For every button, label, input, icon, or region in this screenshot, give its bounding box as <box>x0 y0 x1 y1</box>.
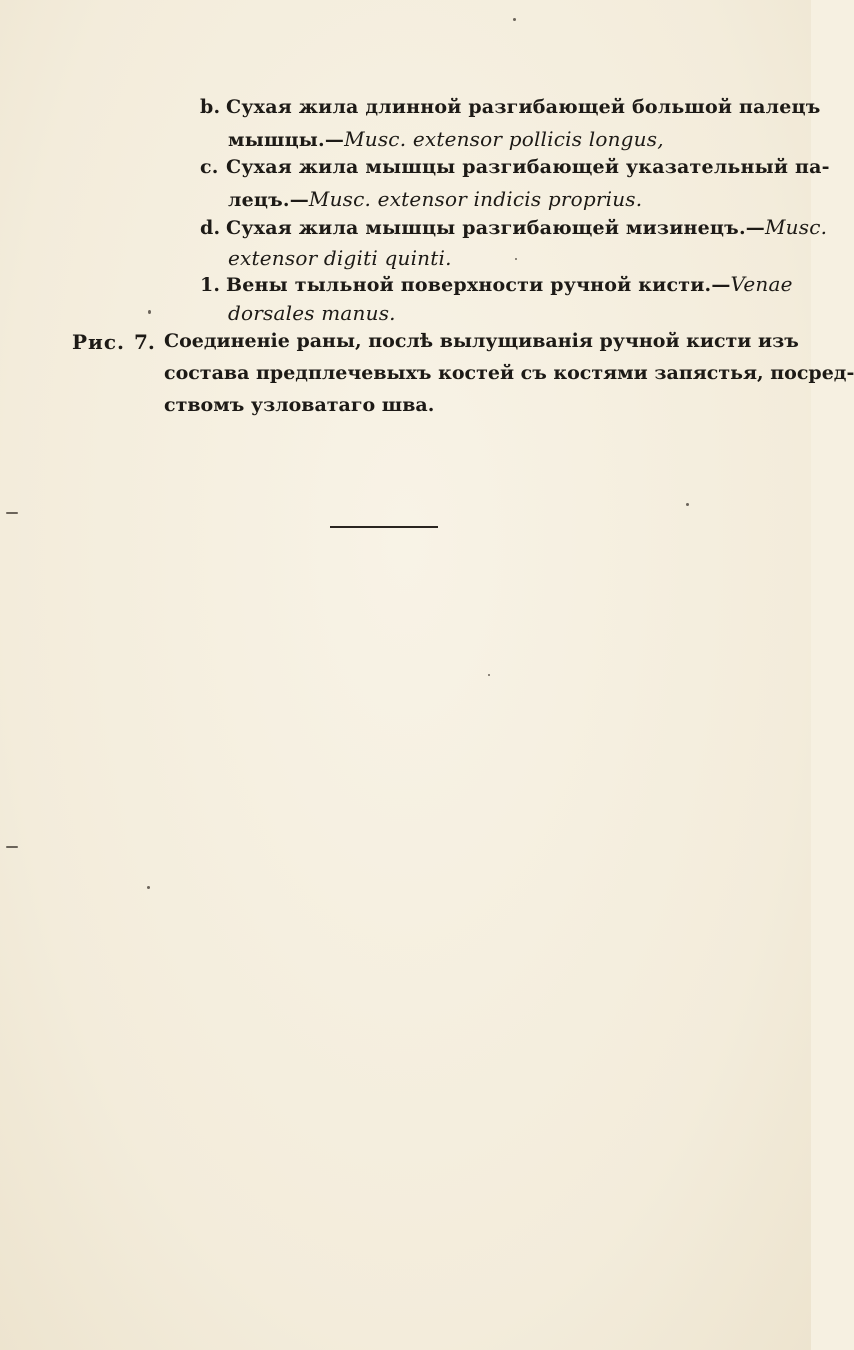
latin-term: Musc. extensor indicis proprius. <box>308 187 643 211</box>
legend-item-c-line2 <box>228 187 642 211</box>
legend-marker: 1. <box>200 274 221 296</box>
paper-speck <box>147 886 150 889</box>
paper-speck <box>6 846 18 848</box>
legend-text: мышцы.— <box>228 129 345 151</box>
legend-item-1-line2 <box>228 301 396 325</box>
legend-item-b-line2 <box>228 127 664 151</box>
section-divider <box>330 526 438 528</box>
legend-text: Сухая жила мышцы разгибающей мизинецъ.— <box>226 217 765 239</box>
legend-text: Сухая жила мышцы разгибающей указательный па- <box>226 156 830 178</box>
paper-speck <box>686 503 689 506</box>
latin-term: Venae <box>730 272 793 296</box>
legend-item-c-line1 <box>200 156 830 178</box>
paper-speck <box>515 258 517 260</box>
figure-caption-line: Соединеніе раны, послѣ вылущиванія ручной кисти изъ <box>164 330 799 352</box>
latin-term: extensor digiti quinti. <box>228 246 452 270</box>
legend-item-d-line2 <box>228 246 452 270</box>
legend-item-b-line1 <box>200 96 821 118</box>
figure-caption-line: состава предплечевыхъ костей съ костями запястья, посред- <box>164 362 854 384</box>
figure-label: Рис. <box>72 330 126 354</box>
legend-text: Вены тыльной поверхности ручной кисти.— <box>226 274 731 296</box>
latin-term: Musc. <box>764 215 828 239</box>
legend-marker: b. <box>200 96 221 118</box>
figure-number: 7. <box>134 330 155 354</box>
legend-marker: d. <box>200 217 221 239</box>
paper-speck <box>513 18 516 21</box>
latin-term: dorsales manus. <box>228 301 396 325</box>
legend-marker: c. <box>200 156 219 178</box>
legend-item-d-line1 <box>200 215 827 239</box>
figure-caption-line: ствомъ узловатаго шва. <box>164 394 435 416</box>
paper-speck <box>6 512 18 514</box>
paper-speck <box>488 674 490 676</box>
latin-term: Musc. extensor pollicis longus, <box>344 127 664 151</box>
legend-text: Сухая жила длинной разгибающей большой палецъ <box>226 96 821 118</box>
legend-item-1-line1 <box>200 272 793 296</box>
legend-text: лецъ.— <box>228 189 309 211</box>
paper-speck <box>148 310 151 314</box>
